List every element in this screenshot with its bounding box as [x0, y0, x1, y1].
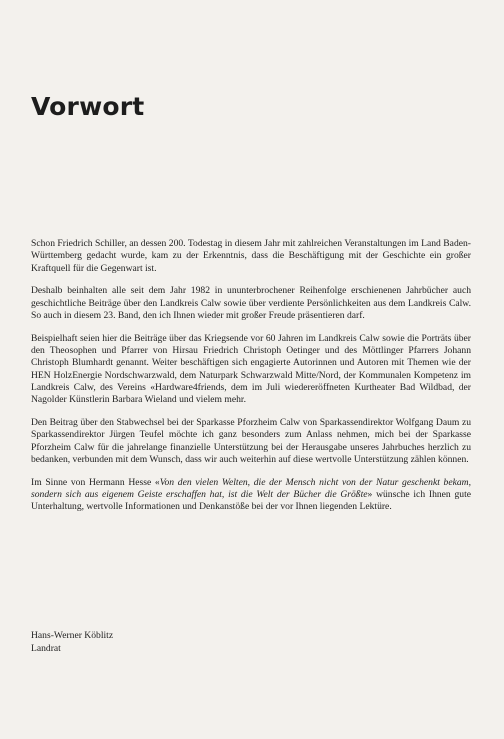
signature-title: Landrat	[31, 643, 61, 654]
signature-block	[31, 629, 113, 655]
hesse-outro: » wünsche ich Ihnen gute Unterhaltung, wertvolle Informationen und Denkanstöße bei der vor Ihnen liegenden Lektüre.	[31, 489, 471, 513]
paragraph-sparkasse: Den Beitrag über den Stabwechsel bei der Sparkasse Pforzheim Calw von Sparkassendirektor Wolfgang Daum zu Sparkassendirektor Jürgen Teufel möchte ich ganz besonders zum Anlass nehmen, mich bei der Sparkasse Pforzheim Calw für die jahrelange finanzielle Unterstützung bei der Herausgabe unseres Jahrbuches herzlich zu bedanken, verbunden mit dem Wunsch, dass wir auch weiterhin auf diese wertvolle Unterstützung zählen können.	[31, 417, 471, 465]
body-text	[31, 238, 471, 524]
signature-name: Hans-Werner Köblitz	[31, 630, 114, 641]
paragraph-hesse	[31, 477, 471, 514]
hesse-quote: Von den vielen Welten, die der Mensch nicht von der Natur geschenkt bekam, sondern sich aus eigenem Geiste erschaffen hat, ist die Welt der Bücher die Größte	[31, 476, 471, 501]
paragraph-jahrbuecher: Deshalb beinhalten alle seit dem Jahr 1982 in ununterbrochener Reihenfolge erschienenen Jahrbücher auch geschichtliche Beiträge über den Landkreis Calw sowie über verdiente Persönlichkeiten aus dem Landkreis Calw. So auch in diesem 23. Band, den ich Ihnen wieder mit großer Freude präsentieren darf.	[31, 285, 471, 321]
paragraph-beitraege: Beispielhaft seien hier die Beiträge über das Kriegsende vor 60 Jahren im Landkreis Calw sowie die Porträts über den Theosophen und Pfarrer von Hirsau Friedrich Christoph Oetinger und des Möttlinger Pfarrers Johann Christoph Blumhardt genannt. Weiter beschäftigen sich engagierte Autorinnen und Autoren mit Themen wie der HEN HolzEnergie Nordschwarzwald, dem Naturpark Schwarzwald Mitte/Nord, der Kommunalen Kompetenz im Landkreis Calw, des Vereins «Hardware4friends, dem im Juli wiedereröffneten Kurtheater Bad Wildbad, der Nagolder Künstlerin Barbara Wieland und vielem mehr.	[31, 332, 471, 406]
hesse-intro: Im Sinne von Hermann Hesse «	[31, 476, 160, 488]
paragraph-schiller: Schon Friedrich Schiller, an dessen 200. Todestag in diesem Jahr mit zahlreichen Veranstaltungen im Land Baden-Württemberg gedacht wurde, kam zu der Erkenntnis, dass die Beschäftigung mit der Geschichte ein großer Kraftquell für die Gegenwart ist.	[31, 238, 471, 274]
page-title: Vorwort	[31, 92, 145, 121]
